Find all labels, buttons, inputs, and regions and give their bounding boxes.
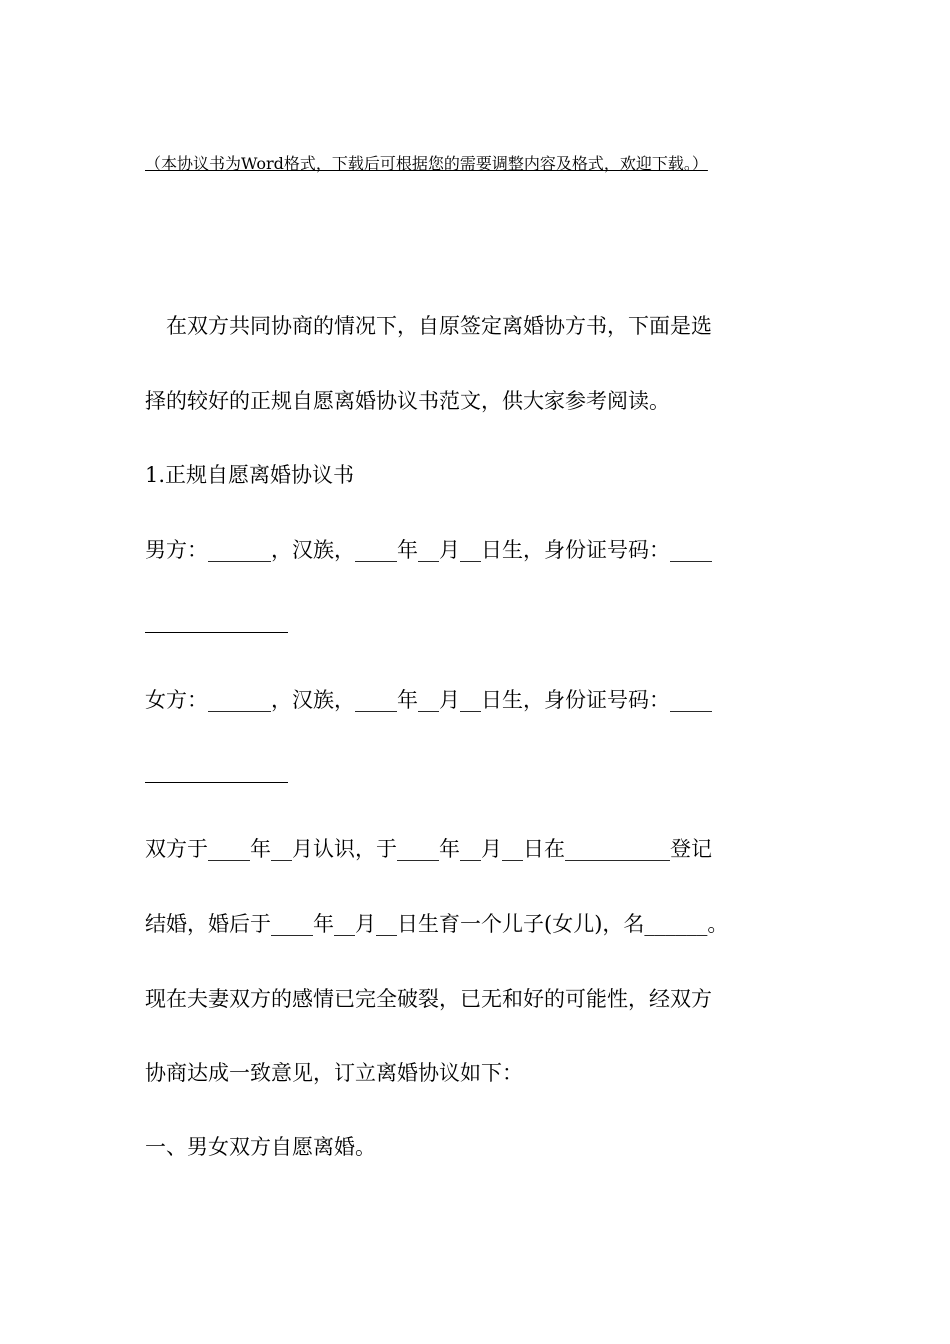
male-id-continuation-line bbox=[145, 632, 288, 633]
body-line-4: 协商达成一致意见，订立离婚协议如下： bbox=[145, 1061, 523, 1085]
male-info-line: 男方：______，汉族，____年__月__日生，身份证号码：____ bbox=[145, 538, 712, 562]
intro-line-1: 在双方共同协商的情况下，自原签定离婚协方书，下面是选 bbox=[145, 314, 712, 338]
female-id-continuation-line bbox=[145, 782, 288, 783]
intro-line-2: 择的较好的正规自愿离婚协议书范文，供大家参考阅读。 bbox=[145, 389, 670, 413]
format-note: （本协议书为Word格式，下载后可根据您的需要调整内容及格式，欢迎下载。） bbox=[145, 154, 708, 173]
body-line-2: 结婚，婚后于____年__月__日生育一个儿子(女儿)，名______。 bbox=[145, 912, 729, 936]
section-title: 1.正规自愿离婚协议书 bbox=[145, 463, 355, 487]
body-line-3: 现在夫妻双方的感情已完全破裂，已无和好的可能性，经双方 bbox=[145, 987, 712, 1011]
female-info-line: 女方：______，汉族，____年__月__日生，身份证号码：____ bbox=[145, 688, 712, 712]
clause-1: 一、男女双方自愿离婚。 bbox=[145, 1135, 376, 1159]
body-line-1: 双方于____年__月认识，于____年__月__日在__________登记 bbox=[145, 837, 712, 861]
